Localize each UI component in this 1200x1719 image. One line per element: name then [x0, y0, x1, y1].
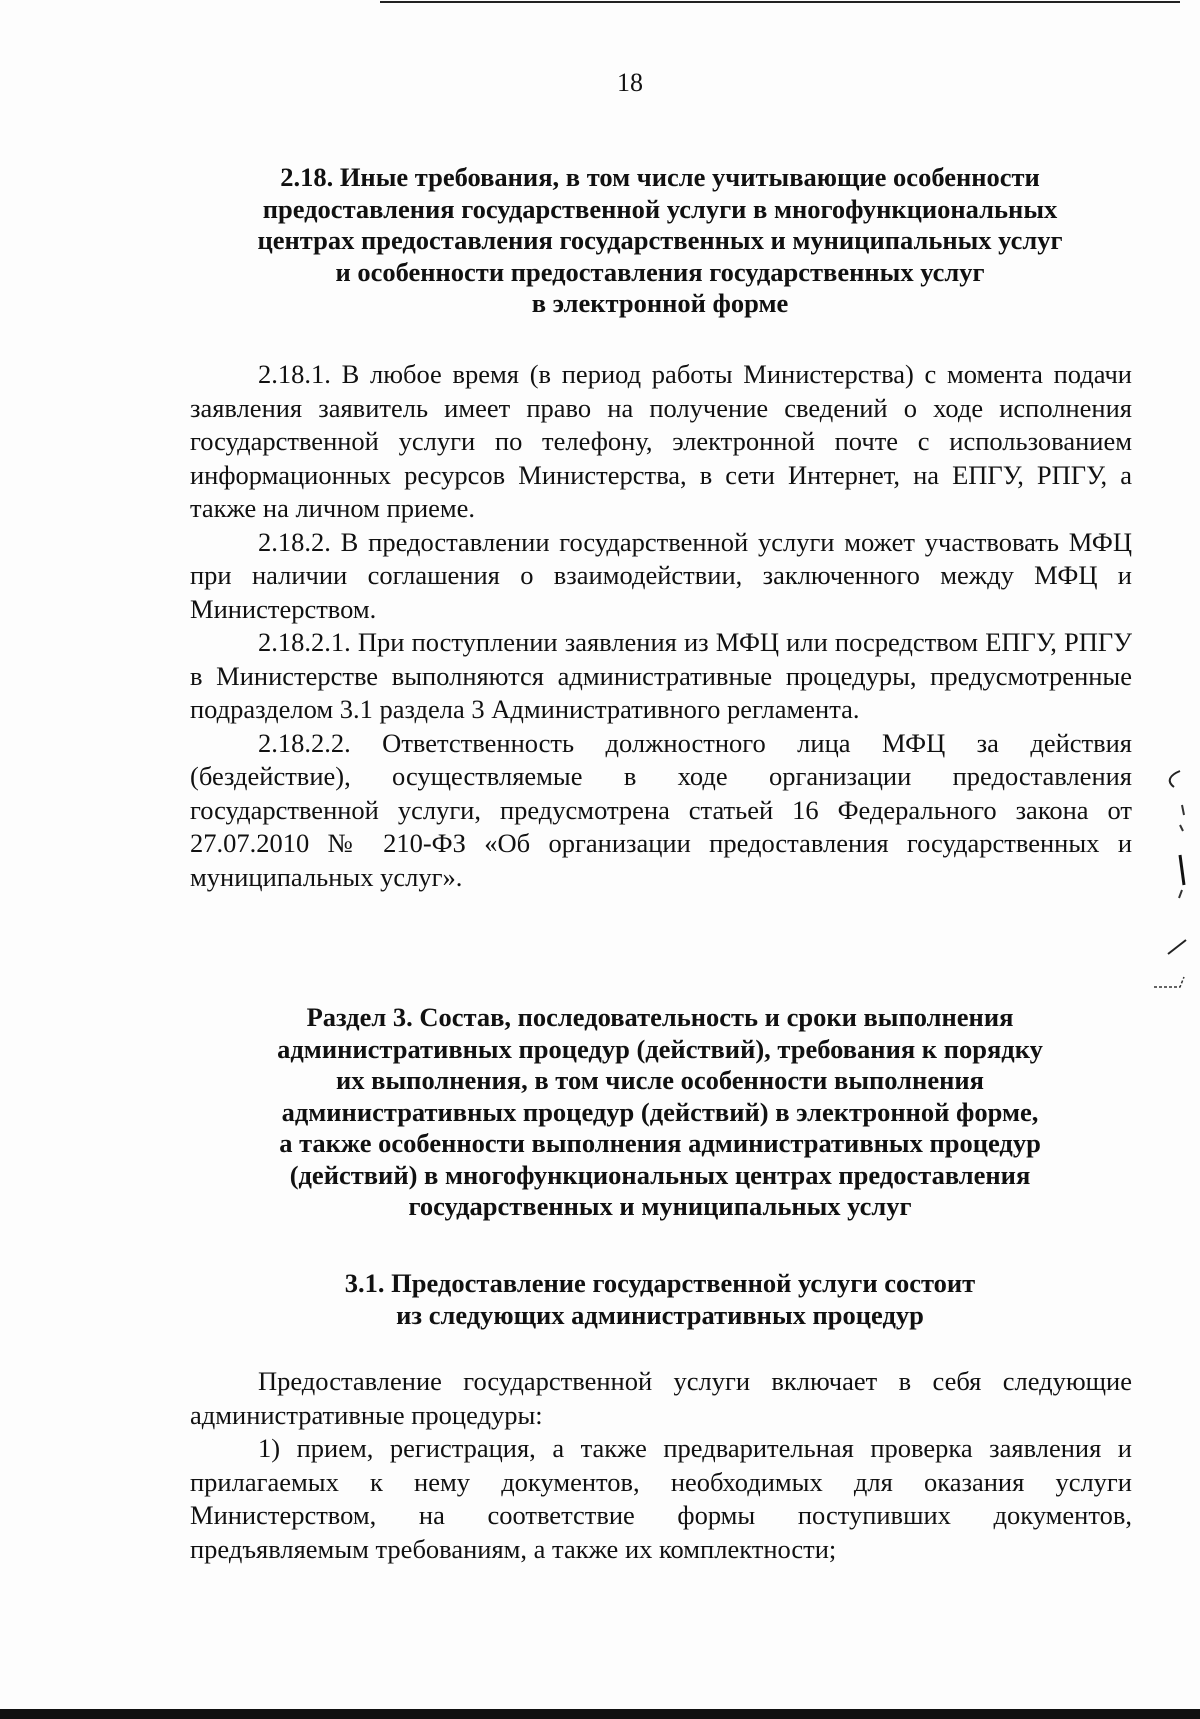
paragraph-3-1-item-1: 1) прием, регистрация, а также предварительная проверка заявления и прилагаемых к нему документов, необходимых для оказания услуги Министерством, на соответствие формы поступивших документов, предъявляемым требованиям, а также их комплектности;	[190, 1433, 1132, 1564]
heading-line: (действий) в многофункциональных центрах предоставления	[289, 1159, 1031, 1190]
paragraph-2-18-2-1: 2.18.2.1. При поступлении заявления из МФЦ или посредством ЕПГУ, РПГУ в Министерстве выполняются административные процедуры, предусмотренные подразделом 3.1 раздела 3 Административного регламента.	[190, 627, 1132, 724]
heading-line: государственных и муниципальных услуг	[408, 1191, 912, 1221]
heading-line: 2.18. Иные требования, в том числе учитывающие особенности	[280, 162, 1040, 192]
heading-line: центрах предоставления государственных и муниципальных услуг	[257, 225, 1063, 255]
section-3-1-body	[190, 1365, 1132, 1566]
scan-top-border	[380, 1, 1180, 3]
heading-line: административных процедур (действий) в электронной форме,	[281, 1096, 1039, 1127]
heading-3-1	[190, 1268, 1130, 1331]
heading-line: 3.1. Предоставление государственной услуги состоит	[344, 1268, 976, 1298]
heading-line: из следующих административных процедур	[396, 1299, 924, 1330]
heading-line: а также особенности выполнения административных процедур	[279, 1128, 1041, 1158]
heading-line: административных процедур (действий), требования к порядку	[277, 1033, 1043, 1064]
paragraph-2-18-2-2: 2.18.2.2. Ответственность должностного лица МФЦ за действия (бездействие), осуществляемые в ходе организации предоставления государственной услуги, предусмотрена статьей 16 Федерального закона от 27.07.2010 № 210-ФЗ «Об организации предоставления государственных и муниципальных услуг».	[190, 727, 1132, 892]
section-2-18-body	[190, 358, 1132, 894]
heading-section-3	[190, 1002, 1130, 1223]
paragraph-2-18-2: 2.18.2. В предоставлении государственной услуги может участвовать МФЦ при наличии соглашения о взаимодействии, заключенного между МФЦ и Министерством.	[190, 526, 1132, 624]
heading-line: и особенности предоставления государственных услуг	[335, 256, 985, 287]
heading-line: Раздел 3. Состав, последовательность и сроки выполнения	[306, 1002, 1014, 1032]
paragraph-2-18-1: 2.18.1. В любое время (в период работы Министерства) с момента подачи заявления заявитель имеет право на получение сведений о ходе исполнения государственной услуги по телефону, электронной почте с использованием информационных ресурсов Министерства, в сети Интернет, на ЕПГУ, РПГУ, а также на личном приеме.	[190, 359, 1132, 523]
paragraph-3-1-intro: Предоставление государственной услуги включает в себя следующие административные процедуры:	[190, 1366, 1132, 1430]
scan-artifact-marks	[1152, 765, 1192, 995]
scan-bottom-border	[0, 1709, 1200, 1719]
heading-line: в электронной форме	[531, 288, 789, 318]
heading-line: предоставления государственной услуги в многофункциональных	[262, 193, 1058, 224]
heading-2-18	[190, 162, 1130, 320]
page-number: 18	[617, 68, 643, 97]
heading-line: их выполнения, в том числе особенности выполнения	[336, 1065, 984, 1095]
